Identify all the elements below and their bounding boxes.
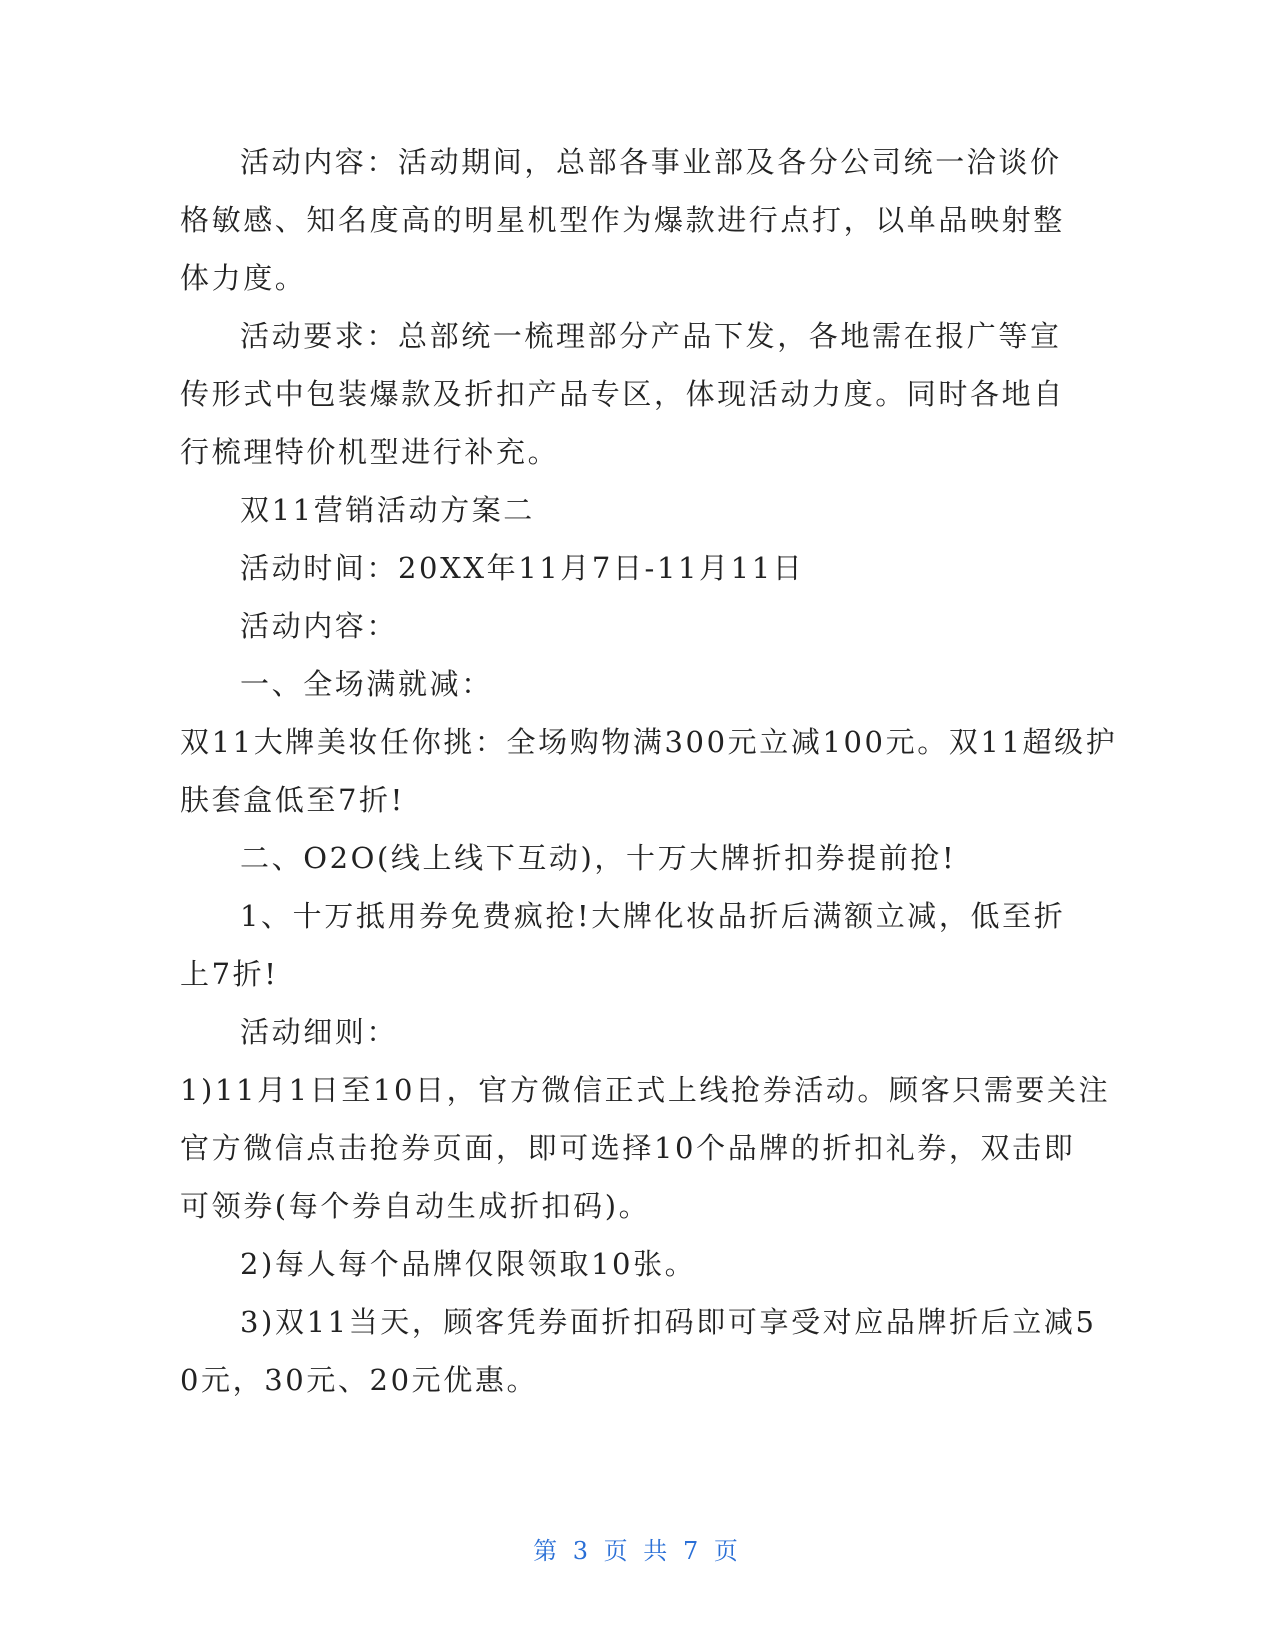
paragraph-line: 双11大牌美妆任你挑：全场购物满300元立减100元。双11超级护	[180, 725, 1118, 759]
section-heading: 双11营销活动方案二	[240, 493, 535, 527]
paragraph-line: 2)每人每个品牌仅限领取10张。	[240, 1247, 697, 1281]
paragraph-line: 活动内容：活动期间，总部各事业部及各分公司统一洽谈价	[240, 145, 1062, 179]
paragraph-line: 0元，30元、20元优惠。	[180, 1363, 539, 1397]
paragraph-line: 格敏感、知名度高的明星机型作为爆款进行点打，以单品映射整	[180, 203, 1065, 237]
paragraph-line: 可领券(每个券自动生成折扣码)。	[180, 1189, 651, 1223]
paragraph-line: 二、O2O(线上线下互动)，十万大牌折扣券提前抢!	[240, 841, 957, 875]
paragraph-line: 活动细则：	[240, 1015, 399, 1049]
paragraph-line: 1、十万抵用券免费疯抢!大牌化妆品折后满额立减，低至折	[240, 899, 1066, 933]
paragraph-line: 行梳理特价机型进行补充。	[180, 435, 560, 469]
paragraph-line: 肤套盒低至7折!	[180, 783, 405, 817]
paragraph-line: 传形式中包装爆款及折扣产品专区，体现活动力度。同时各地自	[180, 377, 1065, 411]
paragraph-line: 体力度。	[180, 261, 307, 295]
paragraph-line: 活动内容：	[240, 609, 399, 643]
paragraph-line: 3)双11当天，顾客凭券面折扣码即可享受对应品牌折后立减5	[240, 1305, 1097, 1339]
paragraph-line: 活动要求：总部统一梳理部分产品下发，各地需在报广等宣	[240, 319, 1062, 353]
paragraph-line: 1)11月1日至10日，官方微信正式上线抢券活动。顾客只需要关注	[180, 1073, 1111, 1107]
paragraph-line: 一、全场满就减：	[240, 667, 493, 701]
paragraph-line: 活动时间：20XX年11月7日-11月11日	[240, 551, 805, 585]
page-number-footer: 第 3 页 共 7 页	[533, 1537, 742, 1565]
paragraph-line: 官方微信点击抢券页面，即可选择10个品牌的折扣礼券，双击即	[180, 1131, 1076, 1165]
paragraph-line: 上7折!	[180, 957, 279, 991]
